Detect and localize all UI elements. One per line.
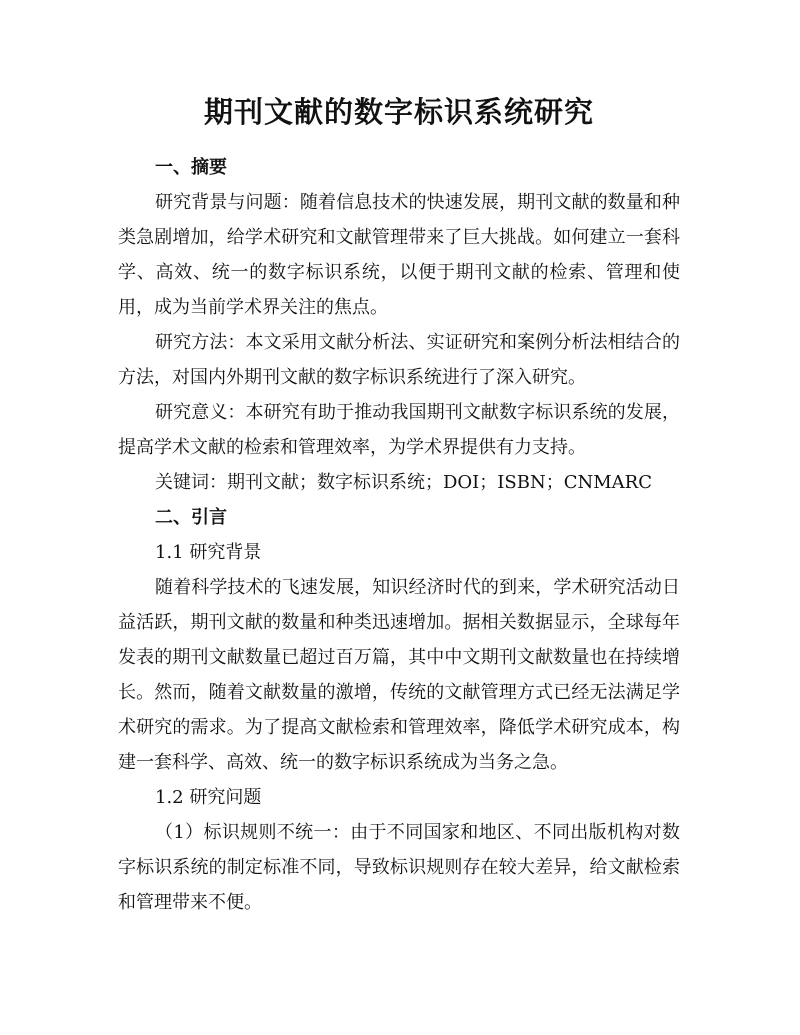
subsection-heading: 1.2 研究问题 — [155, 787, 262, 808]
subsection-heading: 1.1 研究背景 — [155, 542, 262, 563]
paragraph-significance: 研究意义：本研究有助于推动我国期刊文献数字标识系统的发展，提高学术文献的检索和管理效率，为学术界提供有力支持。 — [118, 402, 680, 458]
section-abstract — [118, 150, 680, 500]
section-heading: 一、摘要 — [155, 157, 227, 178]
paragraph-research-problem: （1）标识规则不统一：由于不同国家和地区、不同出版机构对数字标识系统的制定标准不同，导致标识规则存在较大差异，给文献检索和管理带来不便。 — [118, 822, 680, 913]
paragraph-background: 研究背景与问题：随着信息技术的快速发展，期刊文献的数量和种类急剧增加，给学术研究和文献管理带来了巨大挑战。如何建立一套科学、高效、统一的数字标识系统，以便于期刊文献的检索、管理和使用，成为当前学术界关注的焦点。 — [118, 192, 680, 318]
document-title: 期刊文献的数字标识系统研究 — [203, 95, 594, 129]
paragraph-method: 研究方法：本文采用文献分析法、实证研究和案例分析法相结合的方法，对国内外期刊文献的数字标识系统进行了深入研究。 — [118, 332, 680, 388]
section-heading: 二、引言 — [155, 507, 227, 528]
section-introduction — [118, 500, 680, 920]
paragraph-research-background: 随着科学技术的飞速发展，知识经济时代的到来，学术研究活动日益活跃，期刊文献的数量和种类迅速增加。据相关数据显示，全球每年发表的期刊文献数量已超过百万篇，其中中文期刊文献数量也在持续增长。然而，随着文献数量的激增，传统的文献管理方式已经无法满足学术研究的需求。为了提高文献检索和管理效率，降低学术研究成本，构建一套科学、高效、统一的数字标识系统成为当务之急。 — [118, 577, 680, 773]
paragraph-keywords: 关键词：期刊文献；数字标识系统；DOI；ISBN；CNMARC — [155, 472, 652, 493]
